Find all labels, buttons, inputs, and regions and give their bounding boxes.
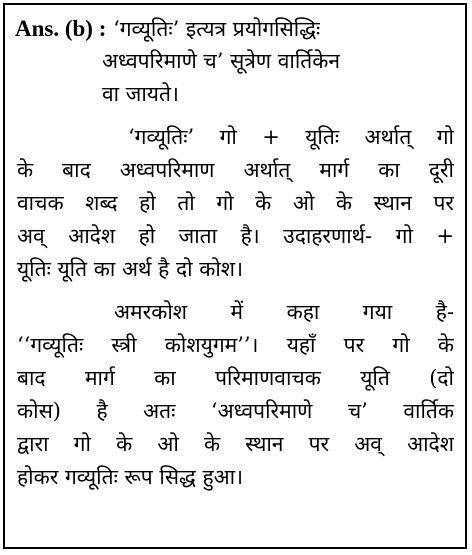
answer-line-14: होकर गव्यूतिः रूप सिद्ध हुआ।: [17, 465, 244, 489]
answer-line-5: के बाद अध्वपरिमाण अर्थात् मार्ग का दूरी: [17, 158, 454, 182]
answer-line-4: ‘गव्यूतिः’ गो + यूतिः अर्थात् गो: [128, 125, 454, 149]
answer-line-2: अध्वपरिमाणे च’ सूत्रेण वार्तिकेन: [102, 49, 341, 73]
answer-line-1: ‘गव्यूतिः’ इत्यत्र प्रयोगसिद्धिः: [113, 17, 321, 41]
answer-label: Ans. (b) :: [15, 16, 107, 41]
answer-line-12: कोस) है अतः ‘अध्वपरिमाणे च’ वार्तिक: [17, 399, 454, 423]
answer-line-13: द्वारा गो के ओ के स्थान पर अव् आदेश: [17, 432, 454, 456]
answer-line-11: बाद मार्ग का परिमाणवाचक यूति (दो: [17, 366, 454, 390]
answer-line-10: ‘‘गव्यूतिः स्त्री कोशयुगम’’। यहाँ पर गो के: [17, 333, 454, 357]
answer-line-8: यूतिः यूति का अर्थ है दो कोश।: [17, 257, 244, 281]
answer-box: [3, 3, 467, 549]
answer-line-9: अमरकोश में कहा गया है-: [114, 300, 454, 324]
answer-first-line: [15, 14, 320, 44]
answer-line-3: वा जायते।: [102, 82, 179, 106]
answer-line-7: अव् आदेश हो जाता है। उदाहरणार्थ- गो +: [17, 224, 454, 248]
answer-line-6: वाचक शब्द हो तो गो के ओ के स्थान पर: [17, 191, 454, 215]
